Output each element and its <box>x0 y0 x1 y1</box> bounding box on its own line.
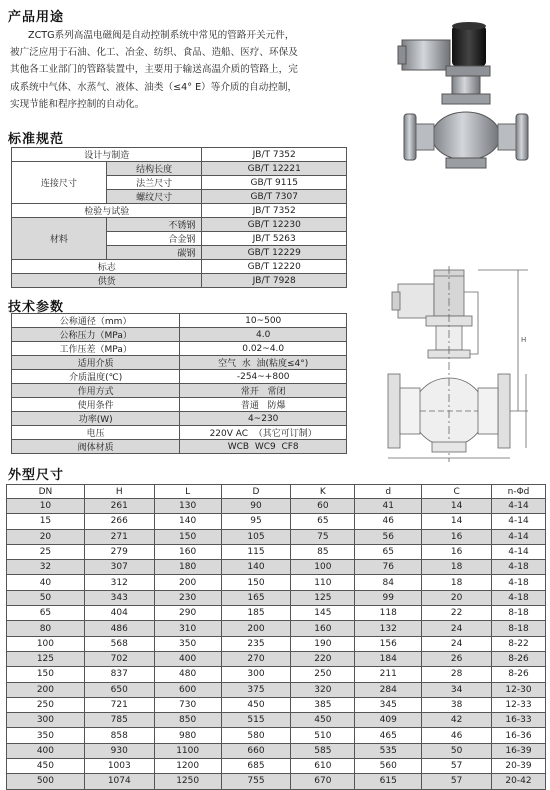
table-row <box>7 759 546 774</box>
table-cell: 184 <box>355 651 422 666</box>
table-row <box>7 560 546 575</box>
table-row <box>7 651 546 666</box>
table-cell: 270 <box>221 651 291 666</box>
table-cell: 200 <box>154 575 221 590</box>
table-cell: 4-18 <box>492 575 546 590</box>
table-cell: 75 <box>291 529 355 544</box>
tech-table <box>11 313 347 454</box>
tech-param-label: 使用条件 <box>12 398 180 412</box>
table-cell: 125 <box>291 590 355 605</box>
column-header: C <box>422 485 492 499</box>
table-cell: 510 <box>291 728 355 743</box>
table-cell: 670 <box>291 774 355 789</box>
table-row <box>12 274 347 288</box>
table-cell: 46 <box>422 728 492 743</box>
alloy-label: 合金钢 <box>106 232 202 246</box>
tech-param-value: 10~500 <box>180 314 347 328</box>
mark-value: GB/T 12220 <box>202 260 347 274</box>
table-cell: 312 <box>84 575 154 590</box>
supply-value: JB/T 7928 <box>202 274 347 288</box>
mark-label: 标志 <box>12 260 202 274</box>
table-cell: 150 <box>221 575 291 590</box>
table-cell: 65 <box>355 544 422 559</box>
table-cell: 57 <box>422 759 492 774</box>
table-cell: 200 <box>7 682 85 697</box>
column-header: D <box>221 485 291 499</box>
tech-param-value: 普通 防爆 <box>180 398 347 412</box>
table-cell: 145 <box>291 606 355 621</box>
table-cell: 271 <box>84 529 154 544</box>
table-row <box>12 162 347 176</box>
tech-param-value: 4~230 <box>180 412 347 426</box>
table-cell: 250 <box>291 667 355 682</box>
table-cell: 320 <box>291 682 355 697</box>
table-cell: 100 <box>7 636 85 651</box>
table-cell: 400 <box>154 651 221 666</box>
table-row <box>7 499 546 514</box>
table-cell: 1250 <box>154 774 221 789</box>
tech-param-label: 工作压差（MPa） <box>12 342 180 356</box>
table-cell: 755 <box>221 774 291 789</box>
intro-line: ZCTG系列高温电磁阀是自动控制系统中常见的管路开关元件， <box>28 30 295 41</box>
intro-line: 成系统中气体、水蒸气、液体、油类（≤4° E）等介质的自动控制， <box>10 81 298 93</box>
tech-param-label: 功率(W) <box>12 412 180 426</box>
table-cell: 46 <box>355 514 422 529</box>
supply-label: 供货 <box>12 274 202 288</box>
table-cell: 515 <box>221 713 291 728</box>
table-row <box>12 412 347 426</box>
table-cell: 150 <box>7 667 85 682</box>
table-cell: 38 <box>422 697 492 712</box>
table-row <box>7 636 546 651</box>
table-cell: 150 <box>154 529 221 544</box>
table-cell: 235 <box>221 636 291 651</box>
table-cell: 930 <box>84 743 154 758</box>
table-cell: 14 <box>422 514 492 529</box>
table-cell: 568 <box>84 636 154 651</box>
table-cell: 80 <box>7 621 85 636</box>
table-cell: 660 <box>221 743 291 758</box>
table-row <box>12 204 347 218</box>
alloy-value: JB/T 5263 <box>202 232 347 246</box>
table-cell: 16-33 <box>492 713 546 728</box>
intro-line: 其他各工业部门的管路装置中，主要用于输送高温介质的管路上，完 <box>10 64 298 76</box>
stainless-label: 不锈钢 <box>106 218 202 232</box>
table-cell: 90 <box>221 499 291 514</box>
table-cell: 190 <box>291 636 355 651</box>
tech-param-value: 0.02~4.0 <box>180 342 347 356</box>
inspect-label: 检验与试验 <box>12 204 202 218</box>
table-row <box>7 682 546 697</box>
table-row <box>7 728 546 743</box>
table-cell: 345 <box>355 697 422 712</box>
table-cell: 95 <box>221 514 291 529</box>
table-cell: 1100 <box>154 743 221 758</box>
table-cell: 22 <box>422 606 492 621</box>
carbon-value: GB/T 12229 <box>202 246 347 260</box>
table-row <box>7 606 546 621</box>
table-cell: 4-14 <box>492 544 546 559</box>
tech-param-label: 公称通径（mm） <box>12 314 180 328</box>
table-cell: 580 <box>221 728 291 743</box>
table-cell: 56 <box>355 529 422 544</box>
table-cell: 32 <box>7 560 85 575</box>
table-cell: 600 <box>154 682 221 697</box>
table-row <box>7 713 546 728</box>
table-row <box>7 529 546 544</box>
design-value: JB/T 7352 <box>202 148 347 162</box>
tech-param-label: 公称压力（MPa） <box>12 328 180 342</box>
table-cell: 220 <box>291 651 355 666</box>
table-cell: 105 <box>221 529 291 544</box>
table-cell: 100 <box>291 560 355 575</box>
dimensions-heading: 外型尺寸 <box>8 468 65 483</box>
table-cell: 200 <box>221 621 291 636</box>
table-cell: 375 <box>221 682 291 697</box>
table-cell: 1003 <box>84 759 154 774</box>
material-label: 材料 <box>12 218 107 260</box>
tech-param-value: WCB WC9 CF8 <box>180 440 347 454</box>
thread-label: 螺纹尺寸 <box>106 190 202 204</box>
table-cell: 180 <box>154 560 221 575</box>
table-cell: 261 <box>84 499 154 514</box>
table-cell: 685 <box>221 759 291 774</box>
table-cell: 4-14 <box>492 514 546 529</box>
valve-photo-image <box>390 18 540 173</box>
table-cell: 41 <box>355 499 422 514</box>
column-header: H <box>84 485 154 499</box>
table-cell: 404 <box>84 606 154 621</box>
table-cell: 20 <box>422 590 492 605</box>
table-cell: 610 <box>291 759 355 774</box>
table-cell: 14 <box>422 499 492 514</box>
table-cell: 4-14 <box>492 529 546 544</box>
table-cell: 230 <box>154 590 221 605</box>
table-cell: 4-14 <box>492 499 546 514</box>
table-cell: 211 <box>355 667 422 682</box>
table-cell: 1200 <box>154 759 221 774</box>
table-cell: 585 <box>291 743 355 758</box>
table-row <box>12 398 347 412</box>
table-cell: 480 <box>154 667 221 682</box>
dimensions-table <box>6 484 546 790</box>
thread-value: GB/T 7307 <box>202 190 347 204</box>
table-cell: 40 <box>7 575 85 590</box>
table-cell: 20 <box>7 529 85 544</box>
table-cell: 65 <box>291 514 355 529</box>
table-cell: 20-42 <box>492 774 546 789</box>
table-cell: 84 <box>355 575 422 590</box>
table-cell: 721 <box>84 697 154 712</box>
table-cell: 4-18 <box>492 560 546 575</box>
table-cell: 858 <box>84 728 154 743</box>
table-cell: 409 <box>355 713 422 728</box>
table-row <box>7 575 546 590</box>
tech-param-value: 4.0 <box>180 328 347 342</box>
table-cell: 26 <box>422 651 492 666</box>
table-cell: 300 <box>221 667 291 682</box>
table-cell: 4-18 <box>492 590 546 605</box>
table-cell: 8-26 <box>492 651 546 666</box>
tech-param-label: 介质温度(℃) <box>12 370 180 384</box>
table-row <box>12 426 347 440</box>
table-cell: 16 <box>422 529 492 544</box>
table-row <box>7 667 546 682</box>
table-cell: 500 <box>7 774 85 789</box>
table-row <box>12 356 347 370</box>
design-label: 设计与制造 <box>12 148 202 162</box>
table-cell: 24 <box>422 621 492 636</box>
table-cell: 76 <box>355 560 422 575</box>
table-cell: 465 <box>355 728 422 743</box>
table-cell: 25 <box>7 544 85 559</box>
table-row <box>7 743 546 758</box>
table-cell: 8-26 <box>492 667 546 682</box>
table-cell: 50 <box>422 743 492 758</box>
tech-param-value: 常开 常闭 <box>180 384 347 398</box>
table-cell: 60 <box>291 499 355 514</box>
standards-heading: 标准规范 <box>8 132 65 147</box>
tech-param-label: 作用方式 <box>12 384 180 398</box>
table-cell: 615 <box>355 774 422 789</box>
table-cell: 450 <box>7 759 85 774</box>
tech-param-value: -254~+800 <box>180 370 347 384</box>
table-cell: 140 <box>221 560 291 575</box>
table-cell: 785 <box>84 713 154 728</box>
carbon-label: 碳钢 <box>106 246 202 260</box>
table-row <box>12 260 347 274</box>
table-cell: 10 <box>7 499 85 514</box>
stainless-value: GB/T 12230 <box>202 218 347 232</box>
intro-line: 实现节能和程序控制的自动化。 <box>10 98 145 110</box>
tech-param-label: 电压 <box>12 426 180 440</box>
table-cell: 125 <box>7 651 85 666</box>
table-cell: 8-18 <box>492 621 546 636</box>
struct-value: GB/T 12221 <box>202 162 347 176</box>
table-cell: 702 <box>84 651 154 666</box>
table-cell: 1074 <box>84 774 154 789</box>
table-cell: 385 <box>291 697 355 712</box>
table-cell: 284 <box>355 682 422 697</box>
table-cell: 350 <box>154 636 221 651</box>
tech-param-value: 220V AC （其它可订制） <box>180 426 347 440</box>
table-row <box>12 328 347 342</box>
table-cell: 18 <box>422 560 492 575</box>
table-cell: 16-36 <box>492 728 546 743</box>
inspect-value: JB/T 7352 <box>202 204 347 218</box>
table-header-row <box>7 485 546 499</box>
table-cell: 20-39 <box>492 759 546 774</box>
table-cell: 160 <box>291 621 355 636</box>
table-row <box>7 514 546 529</box>
table-cell: 266 <box>84 514 154 529</box>
table-cell: 132 <box>355 621 422 636</box>
table-cell: 307 <box>84 560 154 575</box>
table-cell: 42 <box>422 713 492 728</box>
table-cell: 140 <box>154 514 221 529</box>
tech-param-label: 阀体材质 <box>12 440 180 454</box>
table-cell: 28 <box>422 667 492 682</box>
drawing-h-label: H <box>521 336 527 344</box>
table-cell: 160 <box>154 544 221 559</box>
table-cell: 350 <box>7 728 85 743</box>
standards-table <box>11 147 347 288</box>
column-header: L <box>154 485 221 499</box>
intro-line: 被广泛应用于石油、化工、冶金、纺织、食品、造船、医疗、环保及 <box>10 47 298 59</box>
table-cell: 185 <box>221 606 291 621</box>
table-cell: 837 <box>84 667 154 682</box>
table-cell: 980 <box>154 728 221 743</box>
column-header: DN <box>7 485 85 499</box>
table-row <box>12 440 347 454</box>
table-cell: 156 <box>355 636 422 651</box>
table-cell: 250 <box>7 697 85 712</box>
struct-label: 结构长度 <box>106 162 202 176</box>
table-cell: 15 <box>7 514 85 529</box>
table-cell: 343 <box>84 590 154 605</box>
table-row <box>12 384 347 398</box>
table-cell: 24 <box>422 636 492 651</box>
connection-label: 连接尺寸 <box>12 162 107 204</box>
table-cell: 8-22 <box>492 636 546 651</box>
table-row <box>12 370 347 384</box>
table-row <box>7 544 546 559</box>
table-cell: 486 <box>84 621 154 636</box>
table-cell: 450 <box>221 697 291 712</box>
tech-param-value: 空气 水 油(粘度≤4°) <box>180 356 347 370</box>
table-cell: 730 <box>154 697 221 712</box>
table-cell: 118 <box>355 606 422 621</box>
table-cell: 57 <box>422 774 492 789</box>
column-header: d <box>355 485 422 499</box>
intro-paragraph <box>10 27 345 113</box>
tech-heading: 技术参数 <box>8 300 65 315</box>
flange-label: 法兰尺寸 <box>106 176 202 190</box>
table-row <box>7 697 546 712</box>
table-row <box>7 774 546 789</box>
table-cell: 450 <box>291 713 355 728</box>
table-cell: 65 <box>7 606 85 621</box>
table-cell: 290 <box>154 606 221 621</box>
table-cell: 34 <box>422 682 492 697</box>
table-cell: 850 <box>154 713 221 728</box>
valve-drawing-image <box>378 262 543 467</box>
column-header: K <box>291 485 355 499</box>
table-row <box>12 148 347 162</box>
table-row <box>12 314 347 328</box>
column-header: n-Φd <box>492 485 546 499</box>
table-cell: 16-39 <box>492 743 546 758</box>
table-row <box>7 590 546 605</box>
table-row <box>12 218 347 232</box>
table-cell: 12-33 <box>492 697 546 712</box>
table-cell: 130 <box>154 499 221 514</box>
table-cell: 560 <box>355 759 422 774</box>
table-cell: 279 <box>84 544 154 559</box>
table-row <box>7 621 546 636</box>
table-row <box>12 342 347 356</box>
table-cell: 99 <box>355 590 422 605</box>
table-cell: 110 <box>291 575 355 590</box>
table-cell: 400 <box>7 743 85 758</box>
table-cell: 535 <box>355 743 422 758</box>
table-cell: 310 <box>154 621 221 636</box>
table-cell: 18 <box>422 575 492 590</box>
flange-value: GB/T 9115 <box>202 176 347 190</box>
table-cell: 300 <box>7 713 85 728</box>
table-cell: 50 <box>7 590 85 605</box>
table-cell: 16 <box>422 544 492 559</box>
table-cell: 12-30 <box>492 682 546 697</box>
table-cell: 650 <box>84 682 154 697</box>
tech-param-label: 适用介质 <box>12 356 180 370</box>
intro-heading: 产品用途 <box>8 10 65 25</box>
table-cell: 115 <box>221 544 291 559</box>
table-cell: 85 <box>291 544 355 559</box>
table-cell: 8-18 <box>492 606 546 621</box>
table-cell: 165 <box>221 590 291 605</box>
